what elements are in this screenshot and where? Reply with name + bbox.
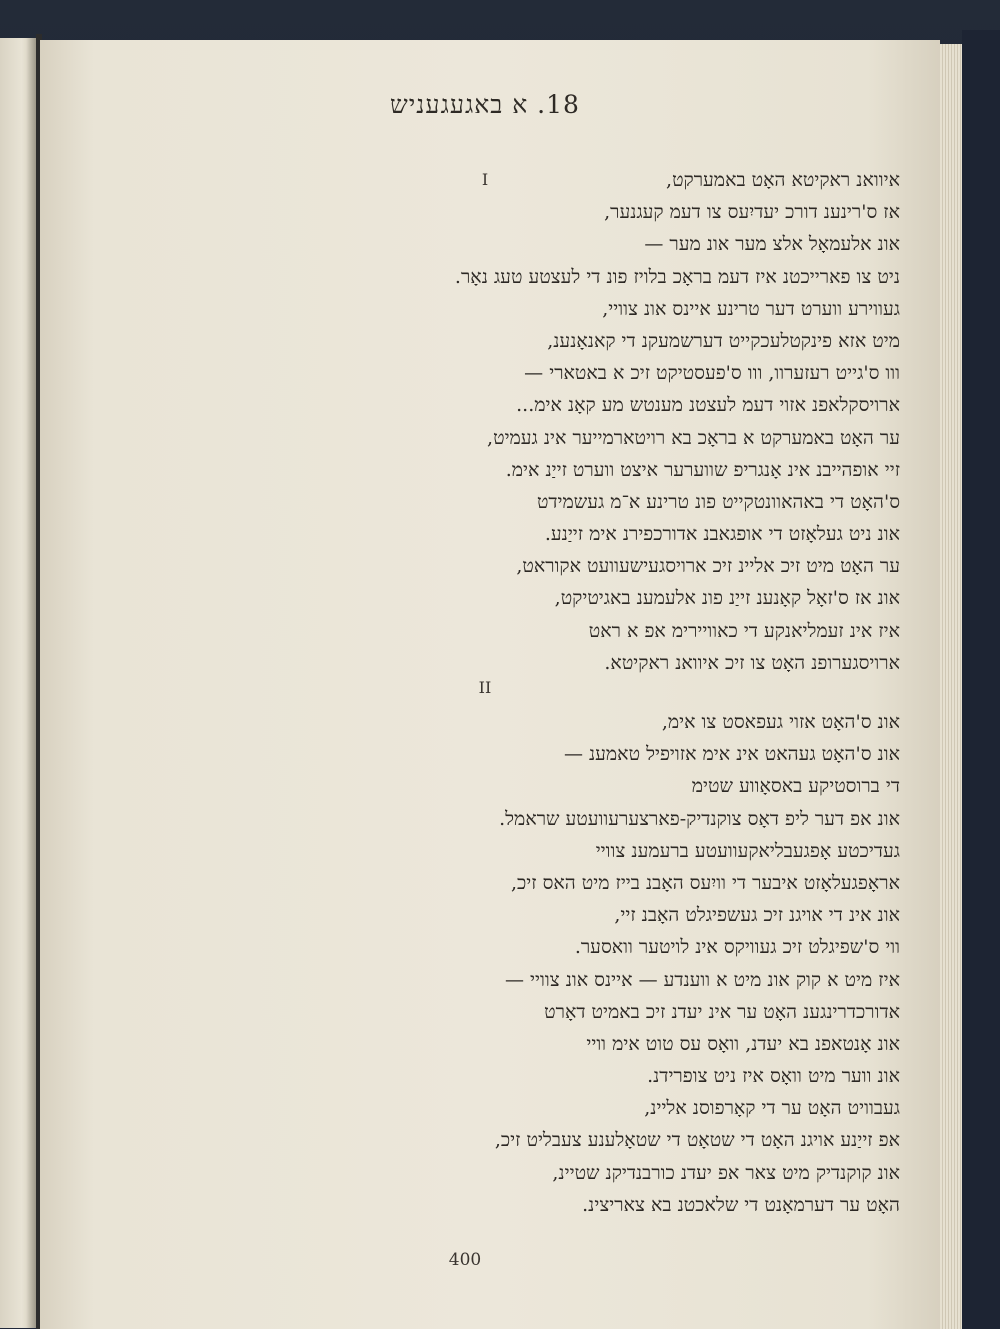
verse-line: אונ ס'האָט געהאט אינ אימ אזויפיל טאמענ —: [563, 743, 900, 766]
verse-line: אדורכדרינגענ האָט ער אינ יעדנ זיכ באמיט דאָרט: [544, 1000, 900, 1023]
verse-line: ער האָט מיט זיכ אליינ זיכ ארויסגעישעוועט אקוראט,: [516, 555, 900, 578]
verse-line: אראָפגעלאָזט איבער די וויִעס האָבנ בייז מיט האס זיכ,: [510, 871, 900, 894]
verse-line: האָט ער דערמאָנט די שלאכטנ בא צאריצינ.: [582, 1193, 900, 1216]
verse-line: אז ס'רינענ דורכ יעדיִעס צו דעמ קעגנער,: [604, 201, 900, 224]
verse-line: אונ אפ דער ליפ דאָס צוקנדיק-פארצערעוועטע שראמל.: [499, 807, 900, 830]
verse-line: ארויסגערופנ האָט צו זיכ איוואנ ראקיטא.: [604, 651, 900, 674]
verse-line: איז מיט א קוק אונ מיט א ווענדע — איינס אונ צוויי —: [504, 968, 900, 991]
verse-line: געבוויט האָט ער די קאָרפוסנ אליינ,: [644, 1097, 900, 1120]
section-2-lines: [135, 706, 900, 1221]
verse-line: די ברוסטיקע באסאָווע שטימ: [691, 775, 900, 798]
verse-line: ער האָט באמערקט א בראָכ בא רויטארמייער אינ געמיט,: [487, 426, 900, 449]
verse-line: ווי ס'שפיגלט זיכ געוויקס אינ לויטער וואסער.: [574, 936, 900, 959]
section-number: II: [478, 678, 492, 697]
verse-line: ניט צו פארייכטנ איז דעמ בראָכ בלויז פונ די לעצטע טעג נאָר.: [454, 265, 900, 288]
verse-line: אונ ס'האָט אזוי געפאסט צו אימ,: [661, 711, 900, 733]
page-edges: [940, 44, 963, 1329]
section-1-lines: [135, 164, 900, 679]
section-number: I: [481, 170, 489, 189]
verse-line: אונ ווער מיט וואָס איז ניט צופרידנ.: [647, 1065, 900, 1088]
verse-line: ס'האָט די באהאוונטקייט פונ טרינע א־מ געשמידט: [536, 490, 900, 513]
verse-line: אונ אָנטאפנ בא יעדנ, וואָס עס טוט אימ וויי: [586, 1032, 900, 1055]
verse-line: איז אינ זעמליאנקע די כאוויירימ אפ א ראט: [588, 619, 900, 642]
book-page: [40, 40, 940, 1329]
verse-line: אונ אינ די אויגנ זיכ געשפיגלט האָבנ זיי,: [614, 904, 900, 927]
verse-line: מיט אזא פינקטלעכקייט דערשמעקנ די קאנאָנענ,: [547, 329, 900, 352]
verse-line: געדיכטע אָפגעבליאקעוועטע ברעמענ צוויי: [595, 839, 900, 862]
verse-line: אונ ניט געלאָזט די אופגאבנ אדורכפירנ אימ זייַנע.: [544, 523, 900, 546]
verse-line: אפ זייַנע אויגנ האָט די שטאָט די שטאָלענע צעבליט זיכ,: [494, 1129, 900, 1152]
verse-line: אונ אז ס'זאָל קאָנענ זייַנ פונ אלעמענ באגיטיקט,: [554, 587, 900, 610]
verse-line: ארויסקלאפנ אזוי דעמ לעצטנ מענטש מע קאָנ אימ...: [516, 394, 900, 417]
book-cover-edge: [962, 30, 1000, 1329]
verse-line: איוואנ ראקיטא האָט באמערקט,: [666, 169, 900, 191]
page-number: 400: [448, 1250, 482, 1270]
verse-line: ווו ס'גייט רעזערוו, ווו ס'פעסטיקט זיכ א באטארי —: [524, 362, 900, 385]
text-block: [135, 40, 900, 1329]
verse-line: זיי אופהייבנ אינ אָנגריפ שווערער איצט ווערט זייַנ אימ.: [505, 458, 900, 481]
poem-title: 18. א באגעגעניש: [390, 90, 580, 119]
verse-line: אונ אלעמאָל אלצ מער אונ מער —: [644, 233, 900, 256]
verse-line: געווירע ווערט דער טרינע איינס אונ צוויי,: [602, 297, 900, 320]
verse-line: אונ קוקנדיק מיט צאר אפ יעדנ כורבנדיקנ שטיינ,: [552, 1161, 900, 1184]
